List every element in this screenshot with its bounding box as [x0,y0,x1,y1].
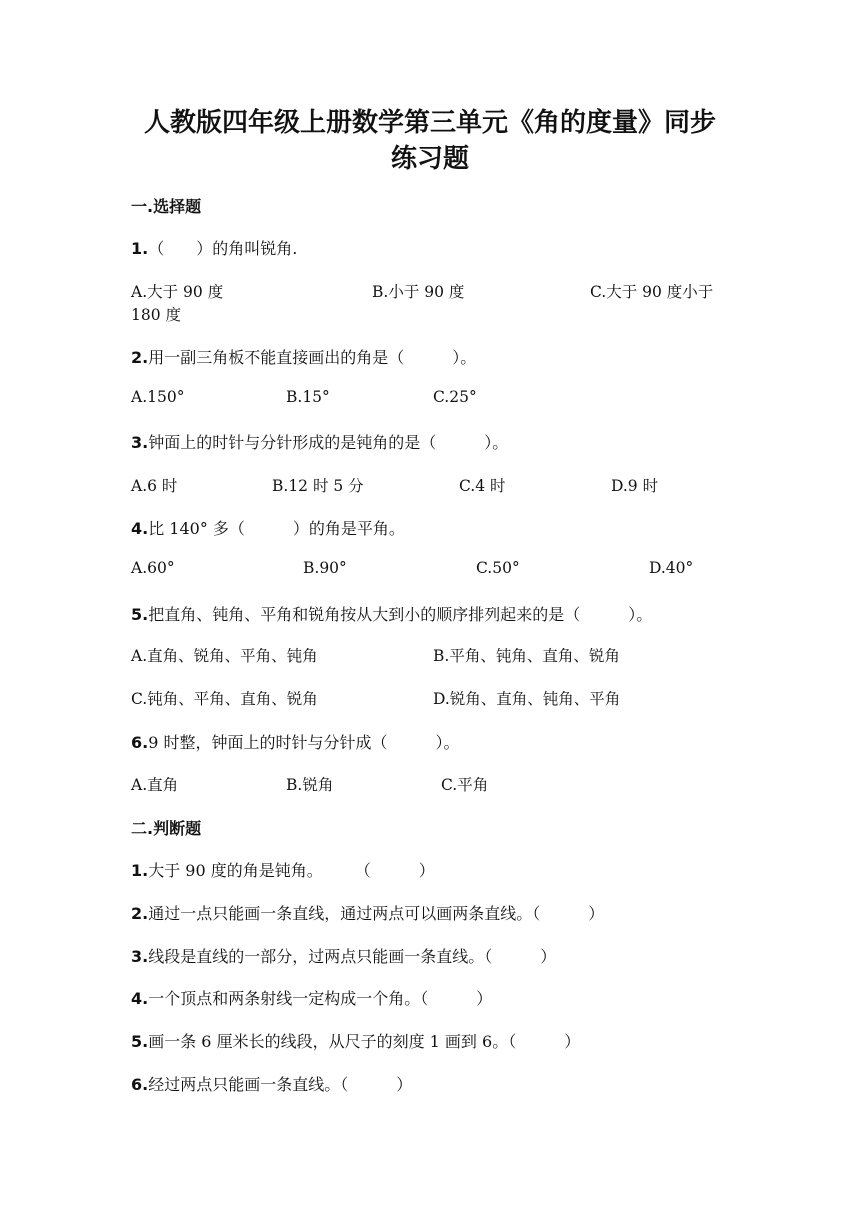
question-text: 画一条 6 厘米长的线段，从尺子的刻度 1 画到 6。（ ） [148,1032,581,1051]
option-d: D.9 时 [611,477,659,495]
option-c: C.50° [476,559,520,577]
question-number: 1. [131,239,149,258]
question-text: 9 时整，钟面上的时针与分针成（ ）。 [148,733,460,752]
option-b: B.12 时 5 分 [272,477,364,495]
option-a: A.60° [131,559,175,577]
option-c: C.25° [433,388,477,406]
question-number: 4. [131,519,149,538]
judgment-question-2 [131,901,604,924]
question-text: 把直角、钝角、平角和锐角按从大到小的顺序排列起来的是（ ）。 [148,605,653,624]
option-c-continued: 180 度 [131,306,182,324]
question-number: 6. [131,1075,149,1094]
choice-question-2 [131,345,476,368]
page-title-line2: 练习题 [390,144,469,174]
page-title-line1: 人教版四年级上册数学第三单元《角的度量》同步 [143,108,716,138]
option-b: B.小于 90 度 [372,283,465,301]
judgment-question-5 [131,1029,580,1052]
option-b: B.平角、钝角、直角、锐角 [433,647,620,665]
choice-question-3 [131,430,508,453]
option-a: A.大于 90 度 [131,283,224,301]
question-number: 2. [131,904,149,923]
judgment-question-3 [131,944,556,967]
question-text: 比 140° 多（ ）的角是平角。 [148,519,405,538]
question-text: 用一副三角板不能直接画出的角是（ ）。 [148,348,477,367]
option-a: A.直角 [131,776,179,794]
option-d: D.40° [649,559,694,577]
choice-question-5 [131,602,652,625]
option-d: D.锐角、直角、钝角、平角 [433,690,621,708]
section-heading-judgment: 二.判断题 [131,819,202,838]
judgment-question-6 [131,1072,412,1095]
question-number: 2. [131,348,149,367]
question-number: 3. [131,947,149,966]
question-number: 1. [131,861,149,880]
question-text: 一个顶点和两条射线一定构成一个角。（ ） [148,989,493,1008]
option-c: C.4 时 [459,477,506,495]
option-b: B.15° [286,388,330,406]
question-text: 通过一点只能画一条直线，通过两点可以画两条直线。（ ） [148,904,605,923]
question-number: 6. [131,733,149,752]
option-c: C.平角 [441,776,489,794]
option-a: A.150° [131,388,185,406]
question-text: 钟面上的时针与分针形成的是钝角的是（ ）。 [148,433,509,452]
question-number: 4. [131,989,149,1008]
question-number: 3. [131,433,149,452]
question-number: 5. [131,605,149,624]
option-c: C.钝角、平角、直角、锐角 [131,690,318,708]
question-text: （ ）的角叫锐角. [148,239,298,258]
option-c: C.大于 90 度小于 [590,283,714,301]
option-b: B.90° [303,559,347,577]
question-text: 经过两点只能画一条直线。（ ） [148,1075,413,1094]
option-b: B.锐角 [286,776,334,794]
choice-question-6 [131,730,460,753]
question-number: 5. [131,1032,149,1051]
judgment-question-1 [131,858,435,881]
option-a: A.6 时 [131,477,178,495]
choice-question-4 [131,516,405,539]
choice-question-1 [131,236,297,259]
option-a: A.直角、锐角、平角、钝角 [131,647,318,665]
judgment-question-4 [131,986,492,1009]
section-heading-choice: 一.选择题 [131,197,202,216]
question-text: 线段是直线的一部分，过两点只能画一条直线。（ ） [148,947,557,966]
question-text: 大于 90 度的角是钝角。 （ ） [148,861,435,880]
